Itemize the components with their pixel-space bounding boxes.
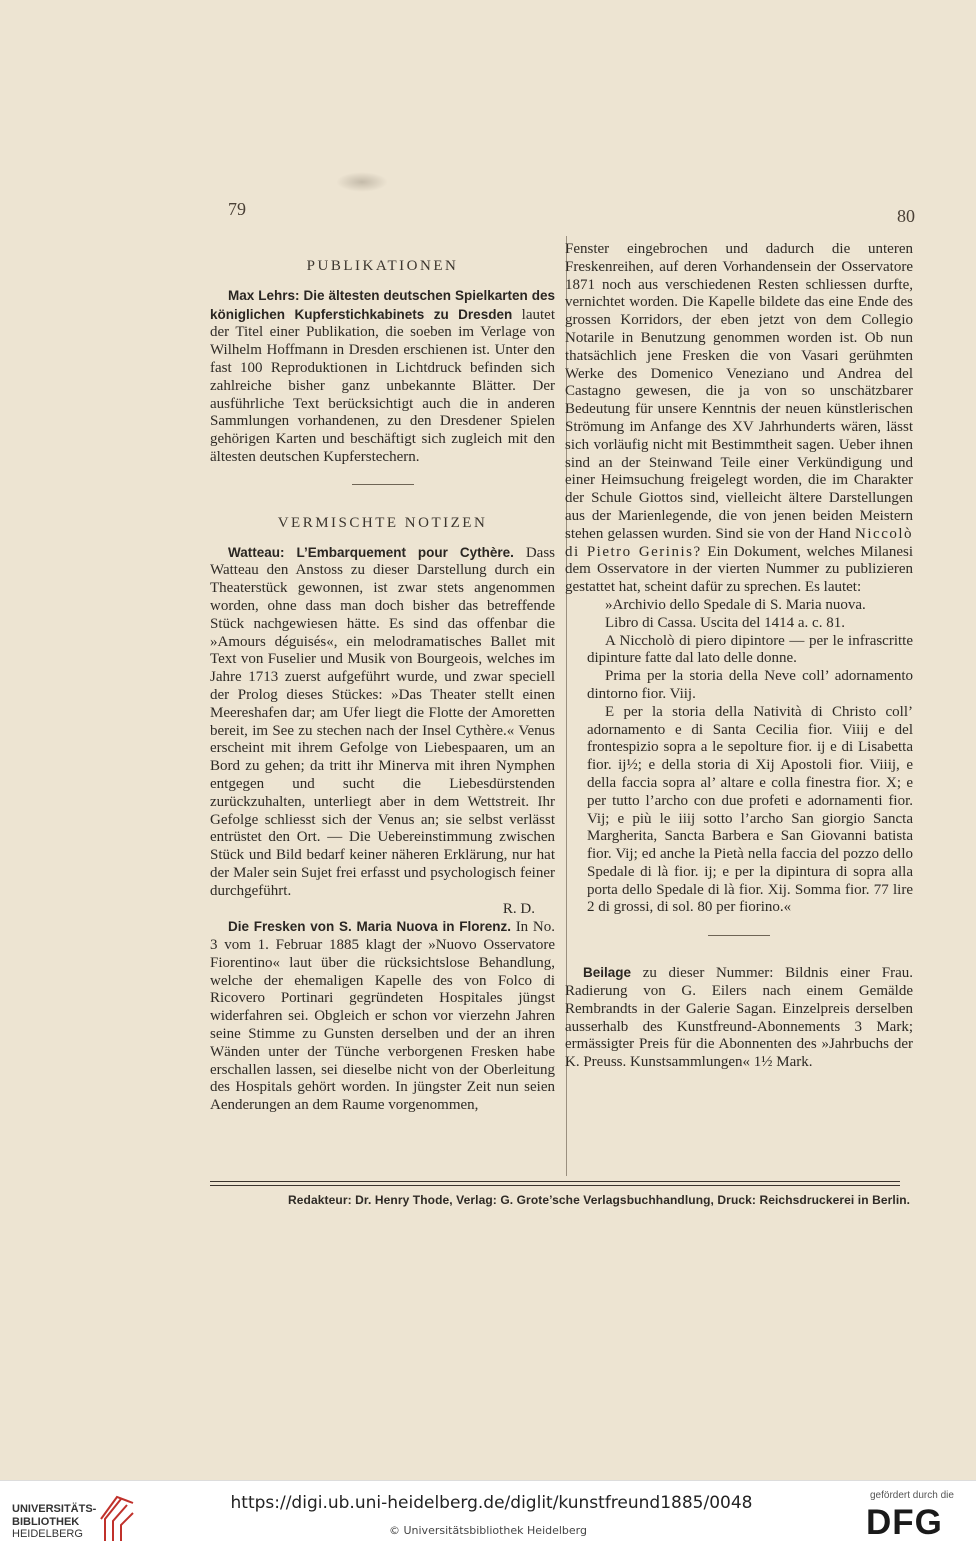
fresken-title: Die Fresken von S. Maria Nuova in Florenz. — [228, 919, 511, 935]
publication-text: lautet der Titel einer Publikation, die soeben im Verlage von Wilhelm Hoffmann in Dresden erschienen ist. Unter den fast 100 Reproduktionen in Lichtdruck befinden sich zahlreiche bisher ganz unbekannte Blätter. Der ausführliche Text berücksichtigt auch die in anderen Sammlungen vorhandenen, zu den Dresdener Spielen gehörigen Karten und beschäftigt sich zugleich mit den ältesten deutschen Kupferstechern. — [210, 306, 555, 465]
gerinis-name: Niccolò di Pietro Gerinis? — [565, 525, 914, 560]
watteau-signature: R. D. — [502, 900, 535, 917]
library-line: BIBLIOTHEK — [12, 1515, 80, 1528]
publication-author: Max Lehrs: — [228, 287, 300, 303]
publication-title: Die ältesten deutschen Spielkarten des königlichen Kupferstichkabinets zu Dresden — [210, 287, 555, 322]
imprint-line: Redakteur: Dr. Henry Thode, Verlag: G. Grote’sche Verlagsbuchhandlung, Druck: Reichsdruckerei in Berlin. — [288, 1193, 911, 1207]
copyright-notice: © Universitätsbibliothek Heidelberg — [388, 1524, 587, 1537]
right-column — [565, 241, 913, 1072]
library-line: UNIVERSITÄTS- — [12, 1503, 97, 1515]
section-separator — [352, 484, 414, 485]
fresken-text: In No. 3 vom 1. Februar 1885 klagt der »Nuovo Osservatore Fiorentino« laut über die rücksichtslose Behandlung, welche der ehemaligen Kapelle des von Folco di Ricovero Portinari gegründeten Hospitales jüngst widerfahren sei. Obgleich er schon vor vierzehn Jahren seine Stimme zu Gunsten derselben und der an ihren Wänden unter der Tünche verborgenen Fresken habe erschallen lassen, sei dieselbe nicht von der Oberleitung des Hospitals gehört worden. In jüngster Zeit nun seien Aenderungen an dem Raume vorgenommen, — [210, 919, 555, 1114]
library-line: HEIDELBERG — [12, 1528, 83, 1540]
dfg-logo[interactable]: DFG — [866, 1503, 943, 1542]
watteau-text: Dass Watteau den Anstoss zu dieser Darstellung durch ein Theaterstück gewonnen, ist zwar stets angenommen worden, ohne dass man doch bisher das betreffende Stück nachgewiesen hätte. Es sind das offenbar die »Amours déguisés«, ein melodramatisches Ballet mit Text von Fuselier und Musik von Bourgeois, welches im Jahre 1713 zuerst aufgeführt wurde, und zwar speciell der Prolog dieses Stückes: »Das Theater stellt einen Meereshafen dar; am Ufer liegt die Flotte der Amoretten bereit, im See zu stechen nach der Insel Cythère.« Venus erscheint mit ihrem Gefolge von Liebespaaren, um an Bord zu gehen; da tritt ihr Minerva mit ihren Nymphen entgegen und sucht die Liebesdürstenden zurückzuhalten, unterliegt aber in dem Wettstreit. Ihr Gefolge schliesst sich der Venus an; sie selbst verlässt entrüstet den Ort. — Die Uebereinstimmung zwischen Stück und Bild bedarf keiner näheren Erklärung, nur hat der Maler sein Sujet frei erfasst und psychologisch feiner durchgeführt. — [210, 544, 555, 899]
page-number-right: 80 — [897, 206, 915, 226]
document-line: Libro di Cassa. Uscita del 1414 a. c. 81. — [605, 614, 845, 631]
beilage-label: Beilage — [583, 965, 632, 981]
document-quote — [565, 597, 913, 917]
document-line: E per la storia della Natività di Christo coll’ adornamento e di Santa Cecilia fior. Viiij e del frontespizio sopra a le sepolture fior. ij e di Lisabetta fior. ij½; e della storia di Xij Apostoli fior. Viiij, e della faccia sopra al’ altare e colla finestra fior. X; e per tutto l’archo con due profeti e adornamenti fior. Vij; e più le iiij sotto l’archo San giorgio Sancta Margherita, Sancta Barbera e San Giovanni batista fior. Vij; ed anche la Pietà nella faccia del pozzo dello Spedale di là fior. ij; e per la dipintura di sopra alla porta dello Spedale di là fior. Xij. Somma fior. 77 lire 2 di grossi, di sol. 80 per fiorino.« — [587, 703, 913, 916]
footer-rule — [210, 1181, 900, 1182]
footer-rule — [210, 1185, 900, 1186]
document-line: A Niccholò di piero dipintore — per le infrascritte dipinture fatte dal lato delle donne. — [587, 632, 913, 667]
document-line: »Archivio dello Spedale di S. Maria nuova. — [605, 596, 866, 613]
watteau-title: Watteau: L’Embarquement pour Cythère. — [228, 544, 514, 560]
beilage-text: zu dieser Nummer: Bildnis einer Frau. Radierung von G. Eilers nach einem Gemälde Rembrandts in der Galerie Sagan. Einzelpreis derselben ausserhalb des Kunstfreund-Abonnements 3 Mark; ermässigter Preis für die Abonnenten des »Jahrbuchs der K. Preuss. Kunstsammlungen« 1½ Mark. — [565, 965, 913, 1071]
citation-url[interactable] — [0, 1493, 976, 1513]
fresken-paragraph — [210, 918, 555, 1115]
watteau-paragraph — [210, 544, 555, 901]
page-number-left: 79 — [228, 199, 246, 219]
publikationen-heading: PUBLIKATIONEN — [306, 258, 459, 274]
beilage-paragraph — [565, 964, 913, 1072]
document-line: Prima per la storia della Neve coll’ adornamento dintorno fior. Viij. — [587, 668, 913, 702]
funded-by-label: gefördert durch die — [870, 1490, 954, 1501]
ink-smudge — [336, 172, 388, 192]
citation-url-text[interactable]: https://digi.ub.uni-heidelberg.de/diglit/kunstfreund1885/0048 — [230, 1493, 753, 1513]
left-column — [210, 258, 555, 1115]
publication-paragraph — [210, 287, 555, 467]
vermischte-notizen-heading: VERMISCHTE NOTIZEN — [277, 514, 488, 531]
section-separator — [708, 935, 770, 936]
fresken-continued-text-2: Ein Dokument, welches Milanesi dem Osservatore in der vierten Nummer zu publizieren gestattet hat, scheint dafür zu sprechen. Es lautet: — [565, 543, 913, 596]
viewer-footer-bar — [0, 1480, 976, 1551]
fresken-continued-text-1: Fenster eingebrochen und dadurch die unteren Freskenreihen, auf deren Vorhandensein der Osservatore 1871 noch aus verschiedenen Resten schliessen durfte, vernichtet worden. Die Kapelle bildete das eine Ende des grossen Korridors, der eben jetzt von dem Collegio Notarile in Benutzung genommen worden ist. Ob nun thatsächlich jene Fresken die von Vasari gerühmten Werke des Domenico Veneziano und Andrea del Castagno gewesen, die ja von so unschätzbarer Bedeutung für unsere Kenntnis der neuen künstlerischen Strömung im Anfange des XV Jahrhunderts wären, lässt sich vorläufig nicht mit Bestimmtheit sagen. Ueber ihnen sind an der Steinwand Teile einer Verkündigung und einer Heimsuchung freigelegt worden, die im Charakter der Schule Giottos sind, vielleicht ältere Darstellungen aus der Marienlegende, die von jenen beiden Meistern stehen gelassen wurden. Sind sie von der Hand — [565, 241, 913, 542]
fresken-continued-paragraph — [565, 241, 913, 597]
